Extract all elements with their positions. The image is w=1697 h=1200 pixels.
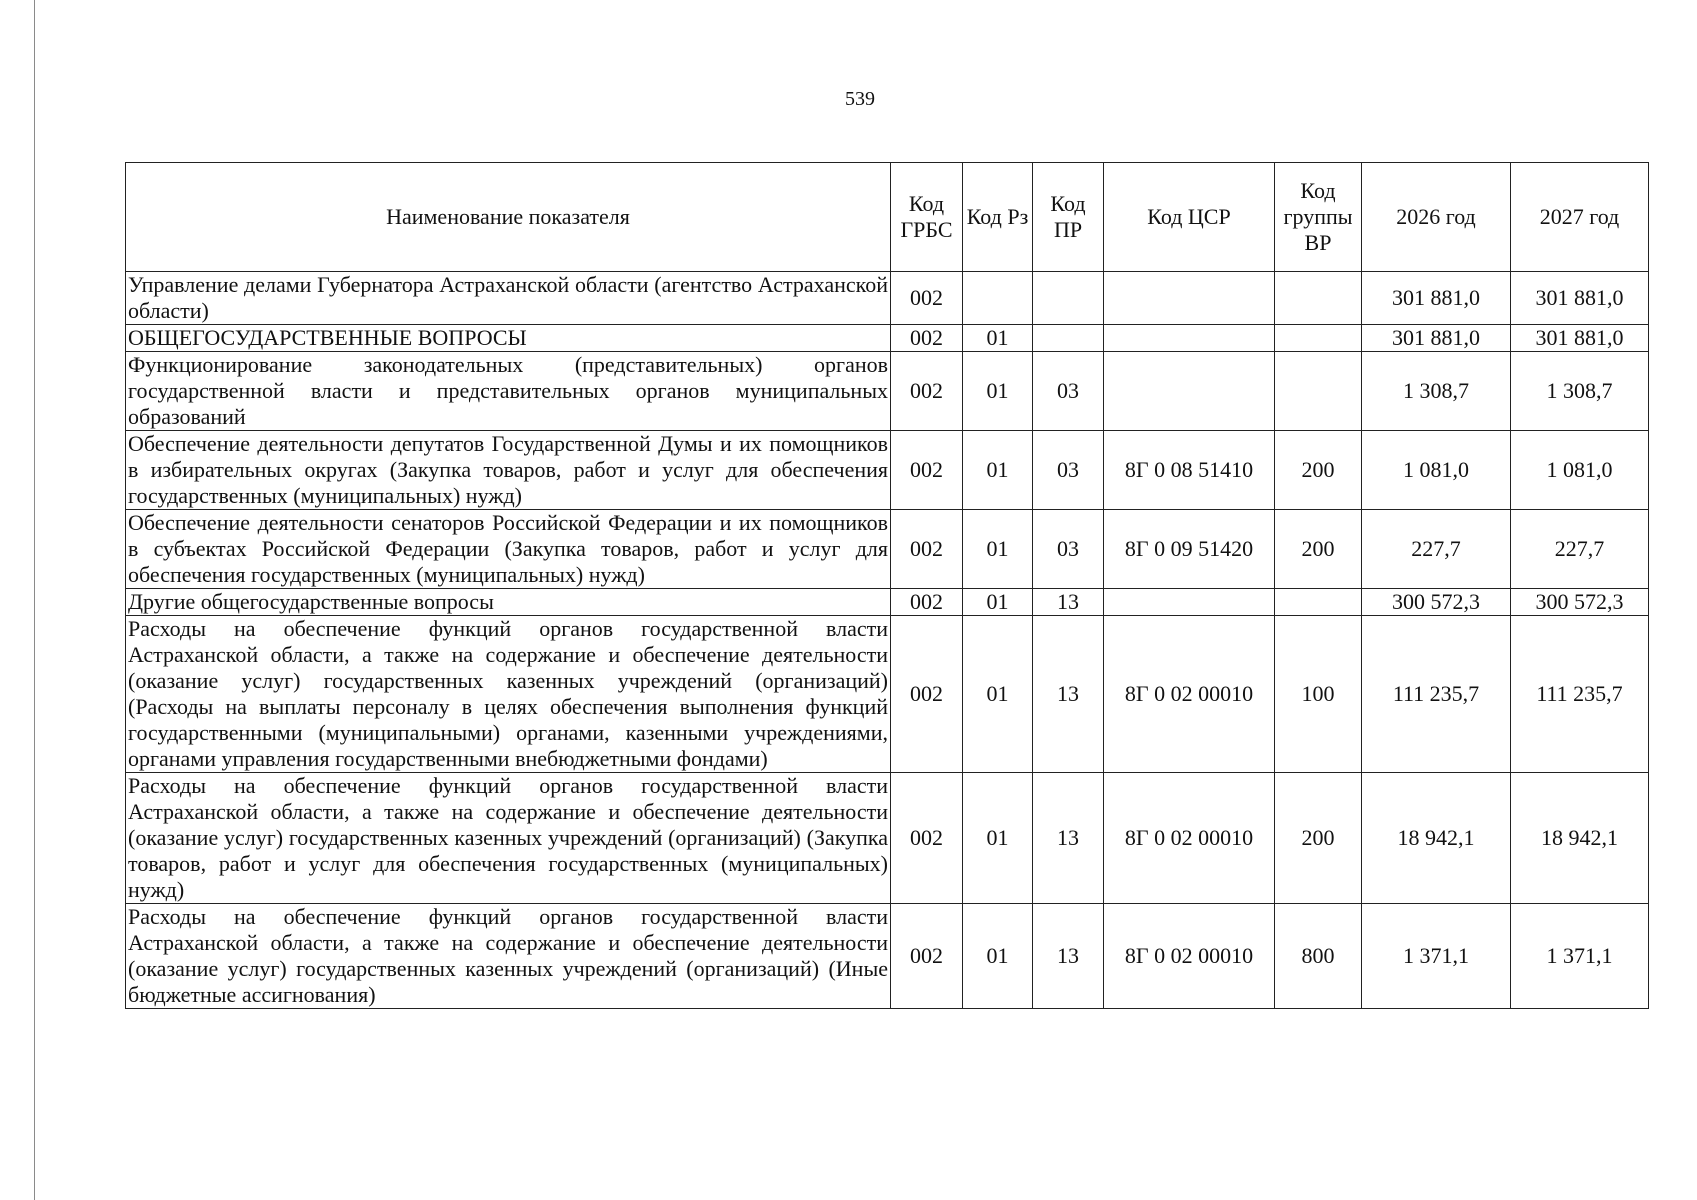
row-pr: 13 [1033, 773, 1104, 904]
row-2026: 18 942,1 [1362, 773, 1511, 904]
row-vr [1275, 352, 1362, 431]
row-csr: 8Г 0 02 00010 [1104, 616, 1275, 773]
table-row [126, 272, 1649, 325]
table-row [126, 510, 1649, 589]
row-name: Функционирование законодательных (представительных) органов государственной власти и представительных органов муниципальных образований [126, 352, 891, 431]
row-name: Обеспечение деятельности сенаторов Российской Федерации и их помощников в субъектах Российской Федерации (Закупка товаров, работ и услуг для обеспечения государственных (муниципальных) нужд) [126, 510, 891, 589]
table-row [126, 352, 1649, 431]
scan-edge-line [34, 0, 35, 1200]
row-csr: 8Г 0 02 00010 [1104, 904, 1275, 1009]
row-2027: 300 572,3 [1511, 589, 1649, 616]
row-2026: 1 308,7 [1362, 352, 1511, 431]
row-rz: 01 [963, 904, 1033, 1009]
row-vr [1275, 325, 1362, 352]
column-header-2027: 2027 год [1511, 163, 1649, 272]
row-rz: 01 [963, 352, 1033, 431]
row-rz: 01 [963, 325, 1033, 352]
row-2026: 111 235,7 [1362, 616, 1511, 773]
row-name: Управление делами Губернатора Астраханской области (агентство Астраханской области) [126, 272, 891, 325]
row-name: Обеспечение деятельности депутатов Государственной Думы и их помощников в избирательных округах (Закупка товаров, работ и услуг для обеспечения государственных (муниципальных) нужд) [126, 431, 891, 510]
table-row [126, 616, 1649, 773]
row-2026: 227,7 [1362, 510, 1511, 589]
row-rz: 01 [963, 589, 1033, 616]
budget-table [125, 162, 1649, 1009]
row-pr: 13 [1033, 589, 1104, 616]
row-csr: 8Г 0 09 51420 [1104, 510, 1275, 589]
row-pr: 13 [1033, 904, 1104, 1009]
column-header-rz: Код Рз [963, 163, 1033, 272]
row-csr [1104, 325, 1275, 352]
row-vr: 800 [1275, 904, 1362, 1009]
row-csr: 8Г 0 02 00010 [1104, 773, 1275, 904]
row-name: Расходы на обеспечение функций органов государственной власти Астраханской области, а также на содержание и обеспечение деятельности (оказание услуг) государственных казенных учреждений (организаций) (Закупка товаров, работ и услуг для обеспечения государственных (муниципальных) нужд) [126, 773, 891, 904]
row-csr [1104, 589, 1275, 616]
row-2026: 300 572,3 [1362, 589, 1511, 616]
column-header-pr: Код ПР [1033, 163, 1104, 272]
row-grbs: 002 [891, 904, 963, 1009]
table-row [126, 773, 1649, 904]
row-2027: 227,7 [1511, 510, 1649, 589]
table-row [126, 325, 1649, 352]
row-name: Другие общегосударственные вопросы [126, 589, 891, 616]
table-row [126, 589, 1649, 616]
row-rz: 01 [963, 773, 1033, 904]
row-2026: 1 371,1 [1362, 904, 1511, 1009]
table-body [126, 272, 1649, 1009]
row-name: Расходы на обеспечение функций органов государственной власти Астраханской области, а также на содержание и обеспечение деятельности (оказание услуг) государственных казенных учреждений (организаций) (Иные бюджетные ассигнования) [126, 904, 891, 1009]
row-2027: 111 235,7 [1511, 616, 1649, 773]
row-grbs: 002 [891, 325, 963, 352]
row-vr: 200 [1275, 773, 1362, 904]
column-header-vr: Код группы ВР [1275, 163, 1362, 272]
table-row [126, 431, 1649, 510]
row-2027: 18 942,1 [1511, 773, 1649, 904]
row-rz [963, 272, 1033, 325]
table-header [126, 163, 1649, 272]
row-2027: 301 881,0 [1511, 272, 1649, 325]
row-rz: 01 [963, 510, 1033, 589]
row-grbs: 002 [891, 352, 963, 431]
row-pr: 03 [1033, 352, 1104, 431]
row-grbs: 002 [891, 773, 963, 904]
table-row [126, 904, 1649, 1009]
row-vr: 200 [1275, 510, 1362, 589]
row-pr: 13 [1033, 616, 1104, 773]
row-csr: 8Г 0 08 51410 [1104, 431, 1275, 510]
row-vr: 200 [1275, 431, 1362, 510]
row-pr: 03 [1033, 510, 1104, 589]
row-pr [1033, 325, 1104, 352]
row-vr [1275, 272, 1362, 325]
row-vr [1275, 589, 1362, 616]
row-name: Расходы на обеспечение функций органов государственной власти Астраханской области, а также на содержание и обеспечение деятельности (оказание услуг) государственных казенных учреждений (организаций) (Расходы на выплаты персоналу в целях обеспечения выполнения функций государственными (муниципальными) органами, казенными учреждениями, органами управления государственными внебюджетными фондами) [126, 616, 891, 773]
row-2026: 301 881,0 [1362, 272, 1511, 325]
column-header-2026: 2026 год [1362, 163, 1511, 272]
column-header-name: Наименование показателя [126, 163, 891, 272]
row-csr [1104, 272, 1275, 325]
row-2026: 1 081,0 [1362, 431, 1511, 510]
column-header-csr: Код ЦСР [1104, 163, 1275, 272]
row-grbs: 002 [891, 431, 963, 510]
row-rz: 01 [963, 616, 1033, 773]
row-rz: 01 [963, 431, 1033, 510]
row-pr: 03 [1033, 431, 1104, 510]
row-grbs: 002 [891, 589, 963, 616]
header-row [126, 163, 1649, 272]
row-grbs: 002 [891, 272, 963, 325]
row-csr [1104, 352, 1275, 431]
row-grbs: 002 [891, 510, 963, 589]
row-2027: 1 081,0 [1511, 431, 1649, 510]
row-2027: 301 881,0 [1511, 325, 1649, 352]
row-2026: 301 881,0 [1362, 325, 1511, 352]
row-2027: 1 308,7 [1511, 352, 1649, 431]
row-name: ОБЩЕГОСУДАРСТВЕННЫЕ ВОПРОСЫ [126, 325, 891, 352]
row-2027: 1 371,1 [1511, 904, 1649, 1009]
column-header-grbs: Код ГРБС [891, 163, 963, 272]
row-grbs: 002 [891, 616, 963, 773]
row-vr: 100 [1275, 616, 1362, 773]
row-pr [1033, 272, 1104, 325]
page-number: 539 [845, 88, 875, 110]
